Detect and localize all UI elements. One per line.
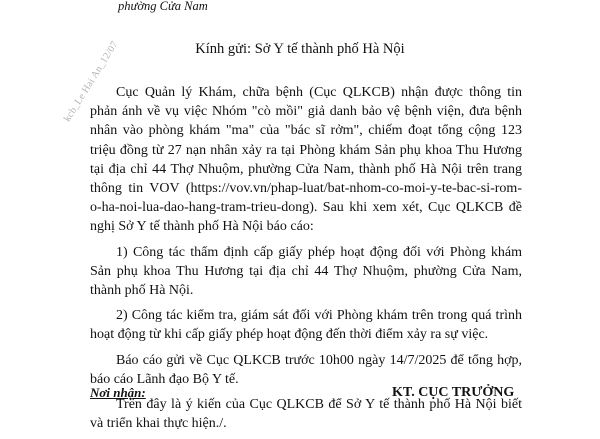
request-item-1: 1) Công tác thẩm định cấp giấy phép hoạt động đối với Phòng khám Sản phụ khoa Thu Hương tại địa chỉ 44 Thợ Nhuộm, phường Cửa Nam, thành phố Hà Nội.: [90, 244, 522, 299]
intro-paragraph: Cục Quản lý Khám, chữa bệnh (Cục QLKCB) nhận được thông tin phản ánh về vụ việc Nhóm "cò mồi" giả danh bảo vệ bệnh viện, đưa bệnh nhân vào phòng khám "ma" của "bác sĩ rởm", chiếm đoạt tổng cộng 123 triệu đồng từ 27 nạn nhân xảy ra tại Phòng khám Sản phụ khoa Thu Hương tại địa chỉ 44 Thợ Nhuộm, phường Cửa Nam, thành phố Hà Nội trên trang thông tin VOV (https://vov.vn/phap-luat/bat-nhom-co-moi-y-te-bac-si-rom-o-ha-noi-lua-dao-hang-tram-trieu-dong). Sau khi xem xét, Cục QLKCB đề nghị Sở Y tế thành phố Hà Nội báo cáo:: [90, 85, 522, 235]
footer: [0, 385, 600, 405]
deadline-paragraph: Báo cáo gửi về Cục QLKCB trước 10h00 ngày 14/7/2025 để tổng hợp, báo cáo Lãnh đạo Bộ Y tế.: [90, 352, 522, 387]
recipient-line: Kính gửi: Sở Y tế thành phố Hà Nội: [195, 41, 405, 57]
header-address-line: phường Cửa Nam: [118, 0, 208, 13]
recipients-label: Nơi nhận:: [90, 385, 146, 400]
watermark-text: kcb_Le Hai An_12/07: [62, 39, 121, 124]
signature-title: KT. CỤC TRƯỞNG: [392, 385, 515, 400]
request-item-2: 2) Công tác kiểm tra, giám sát đối với Phòng khám trên trong quá trình hoạt động từ khi cấp giấy phép hoạt động đến thời điểm xảy ra sự việc.: [90, 308, 522, 343]
closing-paragraph: Trên đây là ý kiến của Cục QLKCB để Sở Y tế thành phố Hà Nội biết và triển khai thực hiện./.: [90, 397, 522, 432]
